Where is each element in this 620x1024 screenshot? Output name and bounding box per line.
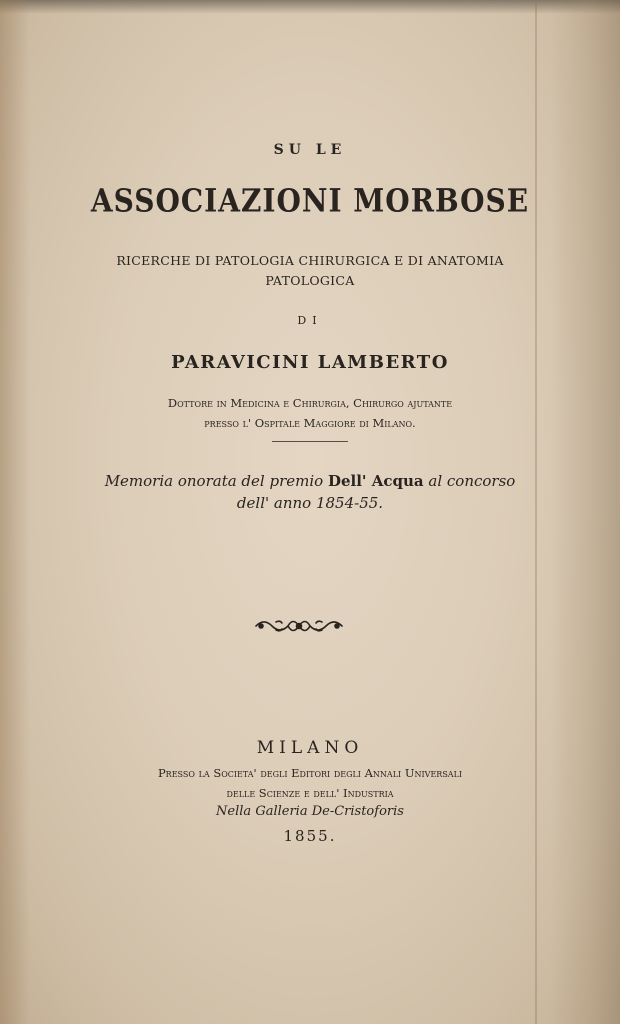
- credentials-line-1: Dottore in Medicina e Chirurgia, Chirurgo ajutante: [167, 396, 453, 410]
- publisher-line-2: delle Scienze e dell' Industria: [226, 786, 394, 800]
- page-top-shadow: [0, 0, 620, 14]
- divider-rule: [272, 441, 348, 442]
- publication-year: 1855.: [283, 827, 337, 845]
- publisher-line-3: Nella Galleria De-Cristoforis: [216, 804, 404, 819]
- memoria-text-1: Memoria onorata del premio: [104, 472, 328, 490]
- book-title: ASSOCIAZIONI MORBOSE: [90, 181, 530, 220]
- author-name: PARAVICINI LAMBERTO: [171, 352, 449, 373]
- publication-city: MILANO: [256, 738, 364, 758]
- memoria-line-2: dell' anno 1854-55.: [236, 494, 384, 512]
- publisher-line-1: Presso la Societa' degli Editori degli Annali Universali: [157, 766, 463, 780]
- memoria-text-2: al concorso: [423, 472, 516, 490]
- subtitle-line-2: PATOLOGICA: [265, 273, 355, 288]
- memoria-line-1: [0, 472, 620, 490]
- credentials-line-2: presso l' Ospitale Maggiore di Milano.: [204, 416, 416, 430]
- memoria-prize-name: Dell' Acqua: [327, 472, 424, 490]
- fleuron-ornament-icon: [252, 614, 346, 638]
- by-label: DI: [297, 314, 323, 327]
- subtitle-line-1: RICERCHE DI PATOLOGIA CHIRURGICA E DI ANATOMIA: [116, 253, 504, 268]
- title-prefix: SU LE: [273, 142, 347, 158]
